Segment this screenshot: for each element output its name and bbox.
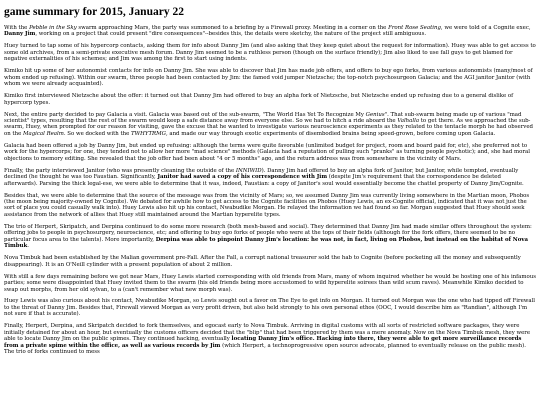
- text-run: With the: [4, 25, 30, 31]
- paragraph-10: [4, 255, 536, 268]
- italic-text: INNIWID: [235, 167, 262, 174]
- text-run: (despite Jim's requirement that the correspondence be deleted afterwards). Parsing the thick legal-ese, we were able to determine that it was, indeed, Faustian: a copy of Janitor's soul would essentially become the chattel property of Danny Jim/Cognite.: [4, 174, 524, 187]
- text-run: Galacia had been offered a job by Danny Jim, but ended up refusing: although the terms were quite favorable (unlimited budget for project, room and board paid for, etc), she preferred not to work for the hypercorps; for one, they tended not to allow her more "mad science" methods (Galacia had a reputation of pulling such "pranks" as turning people psychotic); and, she had moral objections to memory editing. She revealed that the job offer had been about "4 or 5 months" ago, and the return address was from somewhere in the vicinity of Mars.: [4, 142, 530, 162]
- text-run: Kimiko first interviewed Nietzsche about the offer: it turned out that Danny Jim had offered to buy an alpha fork of Nietzsche, but Nietzsche ended up refusing due to a general dislike of hypercorp types.: [4, 93, 514, 106]
- text-run: . So we docked with the: [63, 130, 132, 137]
- text-run: , we were told of a Cognite exec,: [440, 25, 531, 31]
- paragraph-3: [4, 68, 536, 87]
- italic-text: Front Rose Seating: [388, 25, 441, 31]
- paragraph-1: [4, 25, 536, 38]
- text-run: Nova Timbuk had been established by the Malian government pre-Fall. After the Fall, a corrupt national treasurer sold the hab to Cognite (before pocketing all the money and subsequently disappearing). It is an O'Neill cylinder with a present population of about 2 million.: [4, 255, 521, 268]
- document-page: [4, 0, 536, 361]
- bold-text: Janitor had saved a copy of his correspondence with Jim: [157, 174, 328, 181]
- italic-text: Pebble in the Sky: [29, 25, 77, 31]
- paragraph-13: [4, 323, 536, 355]
- page-title: game summary for 2015, January 22: [4, 6, 184, 18]
- bold-text: Derpina was able to pinpoint Danny Jim's location: he was not, in fact, living on Phobos, but instead on the habitat of Nova Timbuk: [4, 236, 528, 250]
- text-run: .: [27, 243, 29, 250]
- text-run: Kimiko hit up some of her autonomist contacts for info on Danny Jim. She was able to discover that Jim has made job offers, and offers to buy ego forks, from various autonomists (many/most of whom ended up refusing). Within our swarm, three people had been contacted by Jim: the famed void jumper Nietzsche; the top-notch psychosurgeon Galacia; and the AGI janitor Janitor (with whom we were already acquainted).: [4, 68, 533, 88]
- text-run: (which Herpert, a technoprogressive open source advocate, planned to eventually release on the public mesh). The trio of forks continued to mess: [4, 342, 526, 356]
- text-run: swarm approaching Mars, the party was summoned to a briefing by a Firewall proxy. Meeting in a corner on the: [76, 25, 389, 31]
- text-run: The trio of Herpert, Skripatch, and Derpina continued to do some more research (both mesh-based and social). They determined that Danny Jim had made similar offers throughout the system: offering jobs to people in psychosurgery, neuroscience, etc; and offering to buy ego forks of people who were at the tops of their fields (although for the fork offers, there seemed to be no particular focus area to the talents). More importantly,: [4, 223, 532, 243]
- text-run: Finally, the party interviewed Janitor (who was presently cleaning the outside of the: [4, 167, 236, 174]
- text-run: ". That sub-swarm being made up of various "mad scientist" types, resulting that the rest of the swarm would keep a safe distance away from everyone else. So we had to hitch a ride aboard the: [4, 111, 522, 124]
- bold-text: locating Danny Jim's office. Hacking into there, they were able to get more surveillance records from a private spime within the office, as well as various records by Jim: [4, 336, 522, 349]
- paragraph-9: [4, 224, 536, 250]
- paragraph-4: [4, 93, 536, 106]
- text-run: Huey turned to tap some of his hypercorp contacts, asking them for info about Danny Jim (and also asking that they keep quiet about the request for information). Huey was able to get access to some old archives, from a semi-private executive mesh forum. Danny Jim seemed to be a ruthless person (though on the surface friendly); Jim also liked to use fall guys to get blamed for negative externalities of his schemes; and Jim was among the first to start using indents.: [4, 43, 536, 63]
- text-run: Huey Lewis was also curious about his contact, Nwabudike Morgan, so Lewis sought out a favor on The Eye to get info on Morgan. It turned out Morgan was the one who had tipped off Firewall to the threat of Danny Jim. Besides that, Firewall viewed Morgan as very profit driven, but also held strongly to his own personal ethos (OOC, I would describe him as "Randian", although I'm not sure if that is accurate).: [4, 298, 536, 318]
- text-run: Next, the entire party decided to pay Galacia a visit. Galacia was based out of the sub-swarm, "The World Has Yet To Recognize My: [4, 111, 366, 118]
- text-run: , working on a project that could present "dire consequences"--besides this, the details were sketchy, the nature of the project still ambiguous.: [35, 31, 427, 38]
- paragraph-8: [4, 193, 536, 219]
- paragraph-2: [4, 43, 536, 62]
- italic-text: Valhalla: [397, 117, 420, 124]
- paragraph-7: [4, 168, 536, 187]
- text-run: , and made our way through exotic experiments of disembodied brains being speed-grown, before coming upon Galacia.: [165, 130, 496, 137]
- paragraph-11: [4, 274, 536, 293]
- text-run: With still a few days remaining before we got near Mars, Huey Lewis started corresponding with old friends from Mars, many of whom inquired whether he would be hosting one of his infamous parties; some were disappointed that Huey invited them to the swarm (his old friends being more accustomed to wild hyperelite soirees than wild scum raves). Meanwhile Kimiko decided to swap out morphs, from her old sylvan, to a (can't remember what new morph was).: [4, 273, 536, 293]
- paragraph-5: [4, 112, 536, 138]
- text-run: ). Danny Jim had offered to buy an alpha fork of Janitor, but Janitor, while tempted, eventually declined (he thought he was too Faustian. Significantly,: [4, 167, 519, 181]
- italic-text: Genius: [365, 111, 385, 118]
- bold-text: Danny Jim: [4, 31, 36, 38]
- italic-text: Magical Realm: [22, 130, 64, 137]
- text-run: Finally, Herpert, Derpina, and Skripatch decided to fork themselves, and egocast early to Nova Timbuk. Arriving in digital customs with all sorts of restricted software packages, they were initially detained for about an hour, but eventually the customs officers decided that the "blip" that had been triggered by them was a mere anomaly. Now on the Nova Timbuk mesh, they were able to locate Danny Jim on the public spimes. They continued hacking, eventually: [4, 323, 531, 343]
- paragraph-6: [4, 143, 536, 162]
- paragraph-12: [4, 298, 536, 317]
- text-run: to get there. As we approached the sub-swarm, Huey, when prompted for our reason for visiting, gave the excuse that he wanted to investigate various neuroscience experiments as they related to the tentacle morph he had observed on the: [4, 117, 533, 137]
- text-run: Besides that, we were able to determine that the source of the message was from the vicinity of Mars; so, we assumed Danny Jim was currently living somewhere in the Martian moon, Phobos (the moon being majority-owned by Cognite). We debated for awhile how to get access to the Cognite facilities on Phobos (Huey Lewis, an ex-Cognite official, indicated that it was not just the sort of place you could casually walk into). Huey Lewis also hit up his contact, Nwabudike Morgan. He relayed the information we had found so far. Morgan suggested that Huey should seek assistance from the network of allies that Huey still maintained around the Martian hyperelite types.: [4, 192, 530, 218]
- italic-text: TWHYTRMG: [131, 130, 166, 137]
- document-body: [4, 25, 536, 356]
